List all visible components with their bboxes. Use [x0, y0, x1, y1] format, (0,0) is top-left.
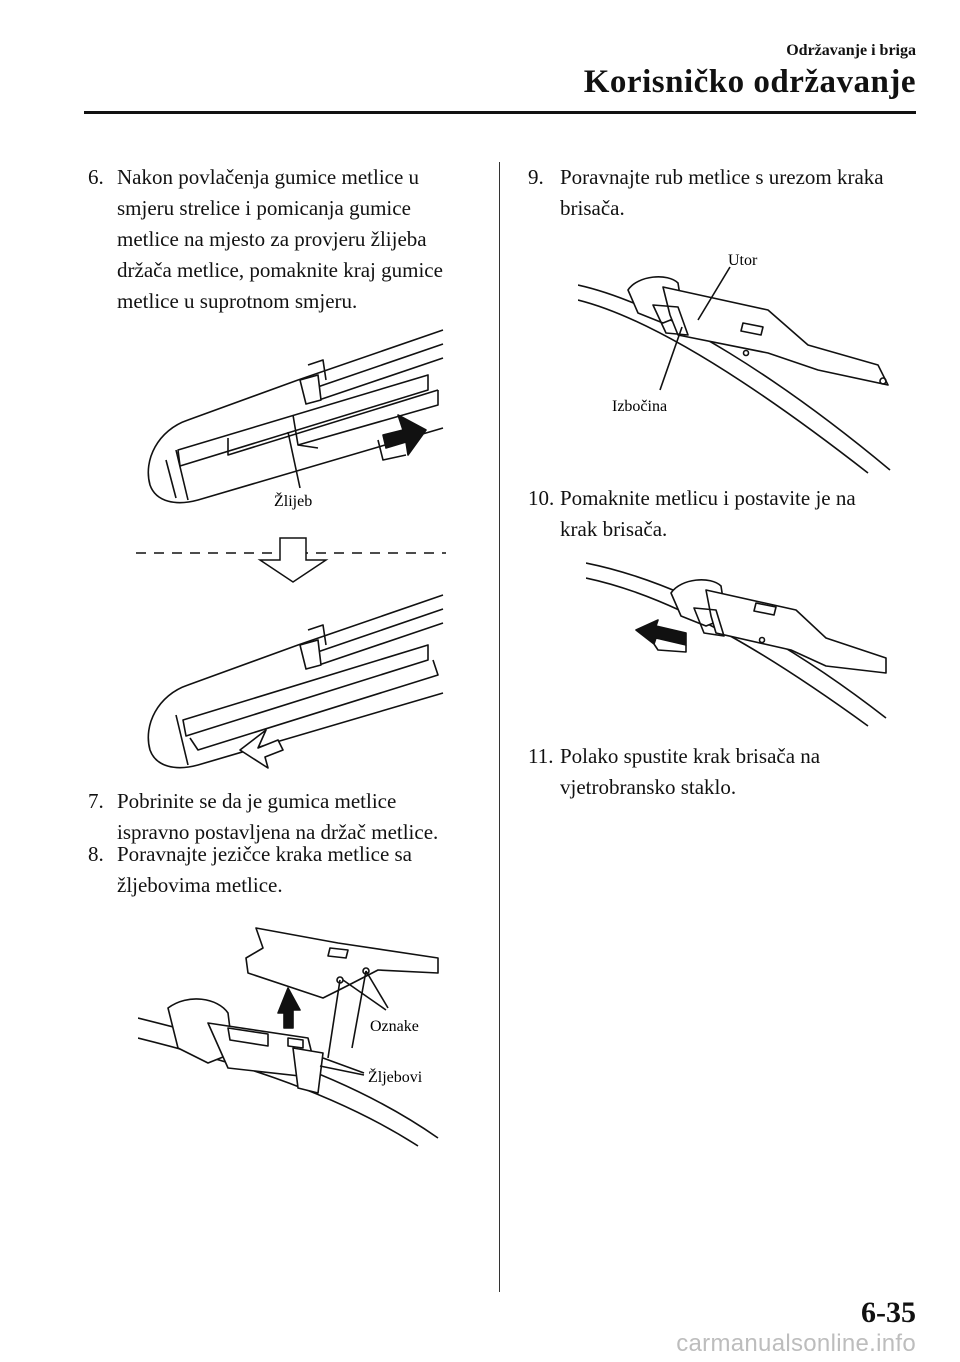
watermark: carmanualsonline.info	[676, 1330, 916, 1357]
step-number: 9.	[528, 165, 544, 189]
slot-label: Utor	[728, 252, 758, 269]
step-number: 11.	[528, 744, 554, 768]
groove-label: Žlijeb	[274, 493, 313, 510]
step-line: brisača.	[560, 196, 625, 220]
step-line: metlice u suprotnom smjeru.	[117, 289, 358, 313]
tabs-label: Oznake	[370, 1018, 419, 1035]
step-number: 7.	[88, 789, 104, 813]
step-6	[88, 162, 488, 322]
step-line: smjeru strelice i pomicanja gumice	[117, 196, 411, 220]
grooves-label: Žljebovi	[368, 1069, 423, 1086]
figure-arm-tabs	[138, 918, 458, 1148]
step-line: metlice na mjesto za provjeru žlijeba	[117, 227, 427, 251]
step-line: Pomaknite metlicu i postavite je na	[560, 486, 856, 510]
step-line: Pobrinite se da je gumica metlice	[117, 789, 397, 813]
step-number: 8.	[88, 842, 104, 866]
figure-blade-pull	[128, 320, 458, 770]
header-rule	[84, 111, 916, 114]
page-title: Korisničko održavanje	[583, 64, 916, 100]
step-line: žljebovima metlice.	[117, 873, 283, 897]
bump-label: Izbočina	[612, 398, 668, 415]
page-number: 6-35	[861, 1296, 916, 1329]
step-line: držača metlice, pomaknite kraj gumice	[117, 258, 443, 282]
figure-blade-slot	[578, 245, 898, 475]
step-number: 6.	[88, 165, 104, 189]
step-line: ispravno postavljena na držač metlice.	[117, 820, 439, 844]
step-number: 10.	[528, 486, 555, 510]
step-line: Poravnajte jezičce kraka metlice sa	[117, 842, 413, 866]
figure-blade-slide	[586, 558, 896, 728]
step-11	[528, 741, 928, 803]
step-10	[528, 483, 928, 545]
step-line: Poravnajte rub metlice s urezom kraka	[560, 165, 884, 189]
column-divider	[499, 162, 500, 1292]
step-9	[528, 162, 928, 224]
step-line: vjetrobransko staklo.	[560, 775, 737, 799]
step-line: Nakon povlačenja gumice metlice u	[117, 165, 420, 189]
step-8	[88, 839, 488, 901]
section-title: Održavanje i briga	[786, 42, 916, 59]
step-line: krak brisača.	[560, 517, 668, 541]
step-line: Polako spustite krak brisača na	[560, 744, 821, 768]
